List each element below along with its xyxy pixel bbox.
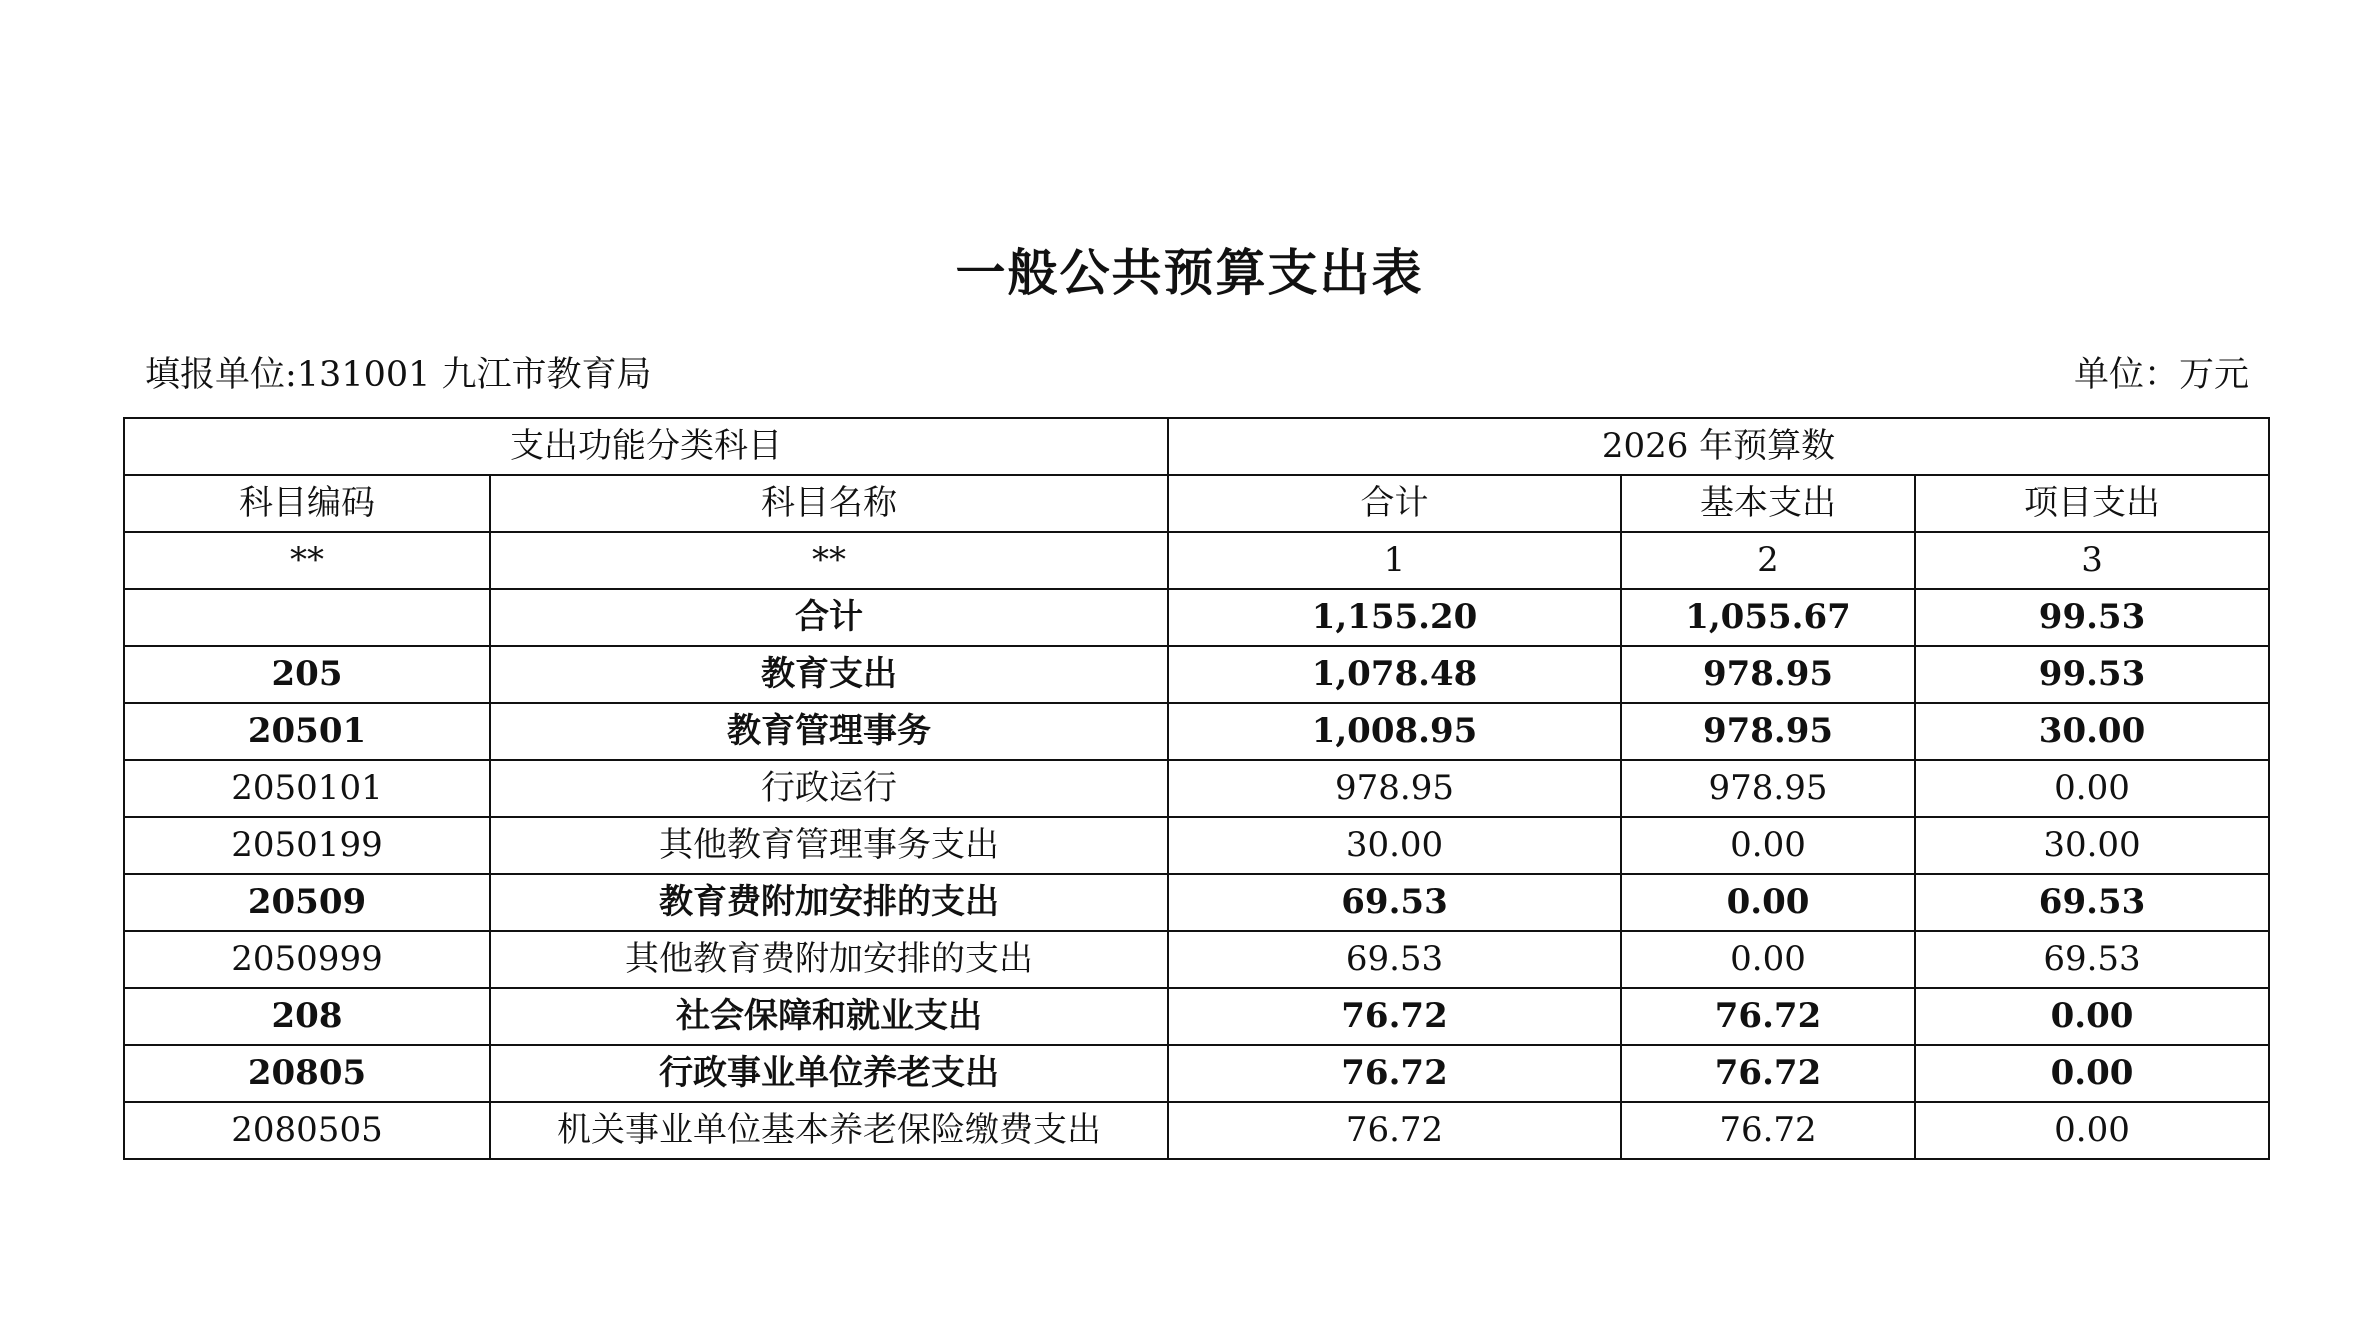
cell-project: 69.53	[1915, 874, 2269, 931]
column-header-code: 科目编码	[124, 475, 490, 532]
cell-code: 2050999	[124, 931, 490, 988]
page-title: 一般公共预算支出表	[955, 243, 1424, 302]
cell-code	[124, 589, 490, 646]
cell-total: 69.53	[1168, 931, 1621, 988]
cell-total: 1,008.95	[1168, 703, 1621, 760]
cell-total: 76.72	[1168, 988, 1621, 1045]
cell-name: 行政运行	[490, 760, 1168, 817]
column-header-project: 项目支出	[1915, 475, 2269, 532]
cell-basic: 978.95	[1621, 646, 1915, 703]
cell-code: 2080505	[124, 1102, 490, 1159]
cell-project: 0.00	[1915, 1102, 2269, 1159]
table-row	[124, 646, 2269, 703]
table-row	[124, 703, 2269, 760]
cell-project: 69.53	[1915, 931, 2269, 988]
budget-table	[123, 417, 2270, 1160]
cell-basic: 978.95	[1621, 703, 1915, 760]
index-basic: 2	[1621, 532, 1915, 589]
cell-name: 合计	[490, 589, 1168, 646]
index-code: **	[124, 532, 490, 589]
cell-name: 其他教育费附加安排的支出	[490, 931, 1168, 988]
table-row	[124, 988, 2269, 1045]
cell-project: 99.53	[1915, 589, 2269, 646]
table-row	[124, 760, 2269, 817]
cell-code: 2050101	[124, 760, 490, 817]
cell-name: 教育管理事务	[490, 703, 1168, 760]
column-header-total: 合计	[1168, 475, 1621, 532]
cell-total: 69.53	[1168, 874, 1621, 931]
table-row	[124, 1045, 2269, 1102]
table-row	[124, 589, 2269, 646]
group-header-classification: 支出功能分类科目	[124, 418, 1168, 475]
cell-project: 0.00	[1915, 760, 2269, 817]
cell-code: 205	[124, 646, 490, 703]
cell-basic: 76.72	[1621, 1045, 1915, 1102]
column-header-basic: 基本支出	[1621, 475, 1915, 532]
cell-project: 0.00	[1915, 988, 2269, 1045]
index-row	[124, 532, 2269, 589]
table-row	[124, 874, 2269, 931]
cell-name: 机关事业单位基本养老保险缴费支出	[490, 1102, 1168, 1159]
cell-basic: 0.00	[1621, 931, 1915, 988]
cell-name: 行政事业单位养老支出	[490, 1045, 1168, 1102]
column-header-row	[124, 475, 2269, 532]
cell-total: 76.72	[1168, 1045, 1621, 1102]
cell-name: 社会保障和就业支出	[490, 988, 1168, 1045]
cell-name: 教育费附加安排的支出	[490, 874, 1168, 931]
cell-basic: 978.95	[1621, 760, 1915, 817]
currency-unit: 单位：万元	[2073, 355, 2249, 395]
cell-basic: 76.72	[1621, 1102, 1915, 1159]
cell-basic: 0.00	[1621, 874, 1915, 931]
cell-code: 20509	[124, 874, 490, 931]
cell-project: 30.00	[1915, 703, 2269, 760]
cell-basic: 1,055.67	[1621, 589, 1915, 646]
index-project: 3	[1915, 532, 2269, 589]
cell-code: 208	[124, 988, 490, 1045]
index-total: 1	[1168, 532, 1621, 589]
column-header-name: 科目名称	[490, 475, 1168, 532]
table-row	[124, 931, 2269, 988]
cell-code: 20805	[124, 1045, 490, 1102]
cell-basic: 76.72	[1621, 988, 1915, 1045]
group-header-row	[124, 418, 2269, 475]
table-row	[124, 817, 2269, 874]
cell-code: 2050199	[124, 817, 490, 874]
cell-total: 1,078.48	[1168, 646, 1621, 703]
cell-project: 30.00	[1915, 817, 2269, 874]
cell-total: 30.00	[1168, 817, 1621, 874]
cell-project: 0.00	[1915, 1045, 2269, 1102]
index-name: **	[490, 532, 1168, 589]
cell-project: 99.53	[1915, 646, 2269, 703]
cell-name: 其他教育管理事务支出	[490, 817, 1168, 874]
group-header-budget-year: 2026 年预算数	[1168, 418, 2269, 475]
reporting-unit: 填报单位:131001 九江市教育局	[145, 355, 652, 395]
cell-name: 教育支出	[490, 646, 1168, 703]
table-row	[124, 1102, 2269, 1159]
cell-basic: 0.00	[1621, 817, 1915, 874]
cell-total: 76.72	[1168, 1102, 1621, 1159]
cell-total: 978.95	[1168, 760, 1621, 817]
cell-code: 20501	[124, 703, 490, 760]
cell-total: 1,155.20	[1168, 589, 1621, 646]
